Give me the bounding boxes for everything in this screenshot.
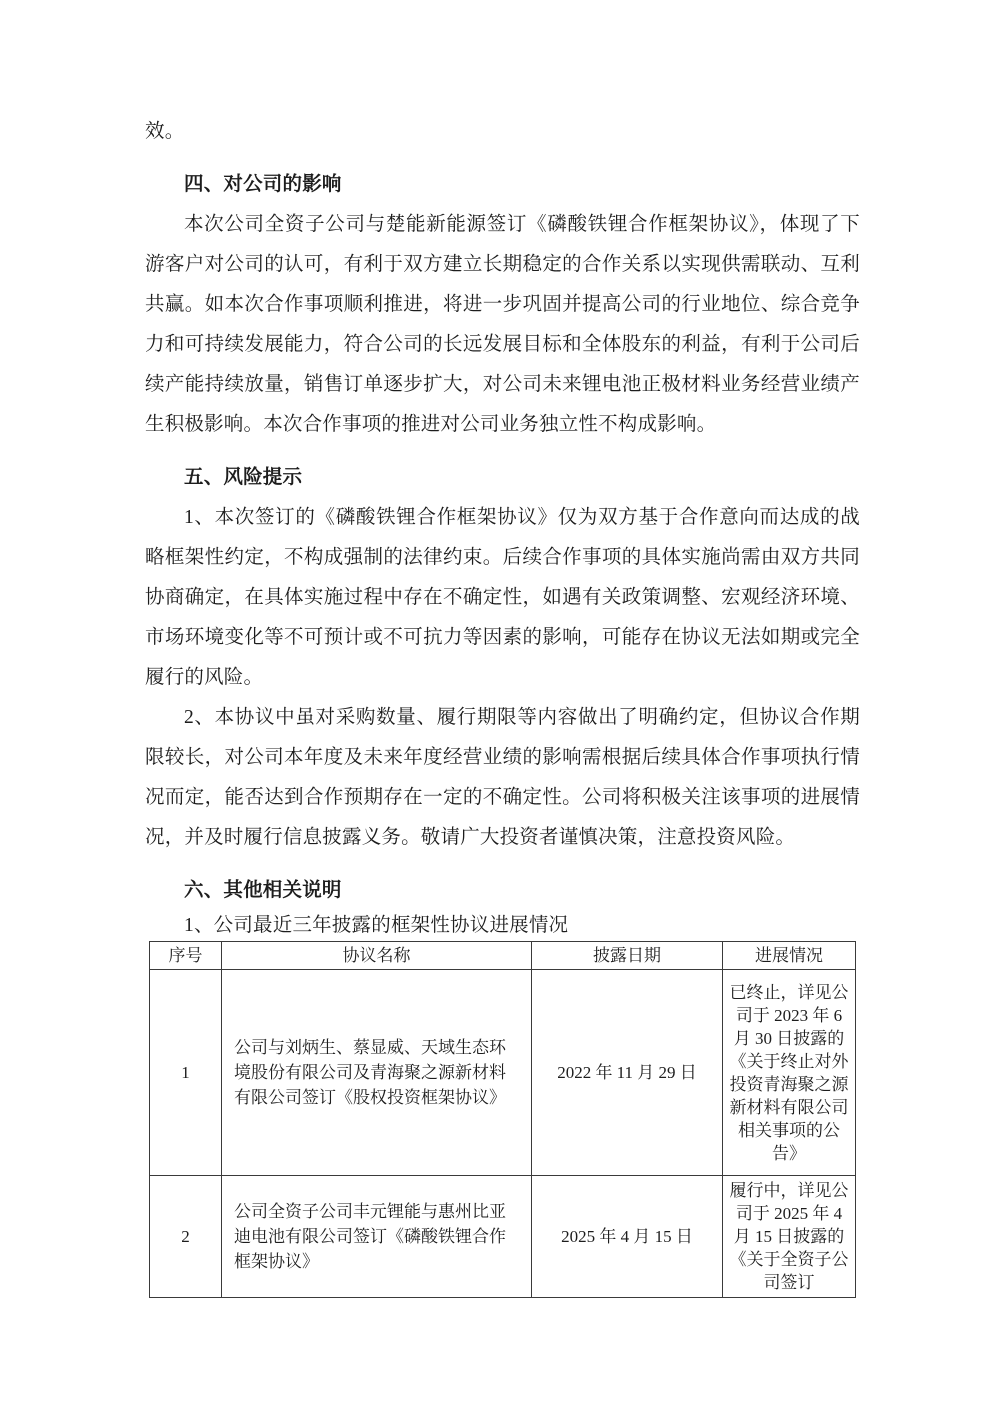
header-agreement-name: 协议名称 [222, 942, 532, 970]
row1-serial-number: 1 [150, 970, 222, 1176]
section-heading-risk: 五、风险提示 [184, 467, 303, 488]
row1-progress-status: 已终止，详见公司于 2023 年 6 月 30 日披露的《关于终止对外投资青海聚之源新材料有限公司相关事项的公告》 [723, 970, 856, 1176]
table-header-row [150, 942, 856, 970]
header-serial-number: 序号 [150, 942, 222, 970]
header-progress-status: 进展情况 [723, 942, 856, 970]
carryover-line: 效。 [145, 121, 185, 142]
row2-progress-status: 履行中，详见公司于 2025 年 4 月 15 日披露的《关于全资子公司签订 [723, 1176, 856, 1298]
risk-paragraph-1: 1、本次签订的《磷酸铁锂合作框架协议》仅为双方基于合作意向而达成的战略框架性约定，不构成强制的法律约束。后续合作事项的具体实施尚需由双方共同协商确定，在具体实施过程中存在不确定性，如遇有关政策调整、宏观经济环境、市场环境变化等不可预计或不可抗力等因素的影响，可能存在协议无法如期或完全履行的风险。 [145, 507, 860, 688]
section-heading-other: 六、其他相关说明 [184, 880, 342, 901]
table-intro-line: 1、公司最近三年披露的框架性协议进展情况 [184, 915, 569, 936]
row2-disclosure-date: 2025 年 4 月 15 日 [532, 1176, 723, 1298]
impact-paragraph: 本次公司全资子公司与楚能新能源签订《磷酸铁锂合作框架协议》，体现了下游客户对公司的认可，有利于双方建立长期稳定的合作关系以实现供需联动、互利共赢。如本次合作事项顺利推进，将进一步巩固并提高公司的行业地位、综合竞争力和可持续发展能力，符合公司的长远发展目标和全体股东的利益，有利于公司后续产能持续放量，销售订单逐步扩大，对公司未来锂电池正极材料业务经营业绩产生积极影响。本次合作事项的推进对公司业务独立性不构成影响。 [145, 214, 860, 435]
row2-serial-number: 2 [150, 1176, 222, 1298]
row1-agreement-name: 公司与刘炳生、蔡显威、天域生态环境股份有限公司及青海聚之源新材料有限公司签订《股权投资框架协议》 [222, 970, 532, 1176]
header-disclosure-date: 披露日期 [532, 942, 723, 970]
section-heading-impact: 四、对公司的影响 [184, 174, 342, 195]
table-row [150, 1176, 856, 1298]
framework-agreements-table [149, 941, 856, 1298]
row2-agreement-name: 公司全资子公司丰元锂能与惠州比亚迪电池有限公司签订《磷酸铁锂合作框架协议》 [222, 1176, 532, 1298]
risk-paragraph-2: 2、本协议中虽对采购数量、履行期限等内容做出了明确约定，但协议合作期限较长，对公司本年度及未来年度经营业绩的影响需根据后续具体合作事项执行情况而定，能否达到合作预期存在一定的不确定性。公司将积极关注该事项的进展情况，并及时履行信息披露义务。敬请广大投资者谨慎决策，注意投资风险。 [145, 707, 860, 848]
row1-disclosure-date: 2022 年 11 月 29 日 [532, 970, 723, 1176]
table-row [150, 970, 856, 1176]
